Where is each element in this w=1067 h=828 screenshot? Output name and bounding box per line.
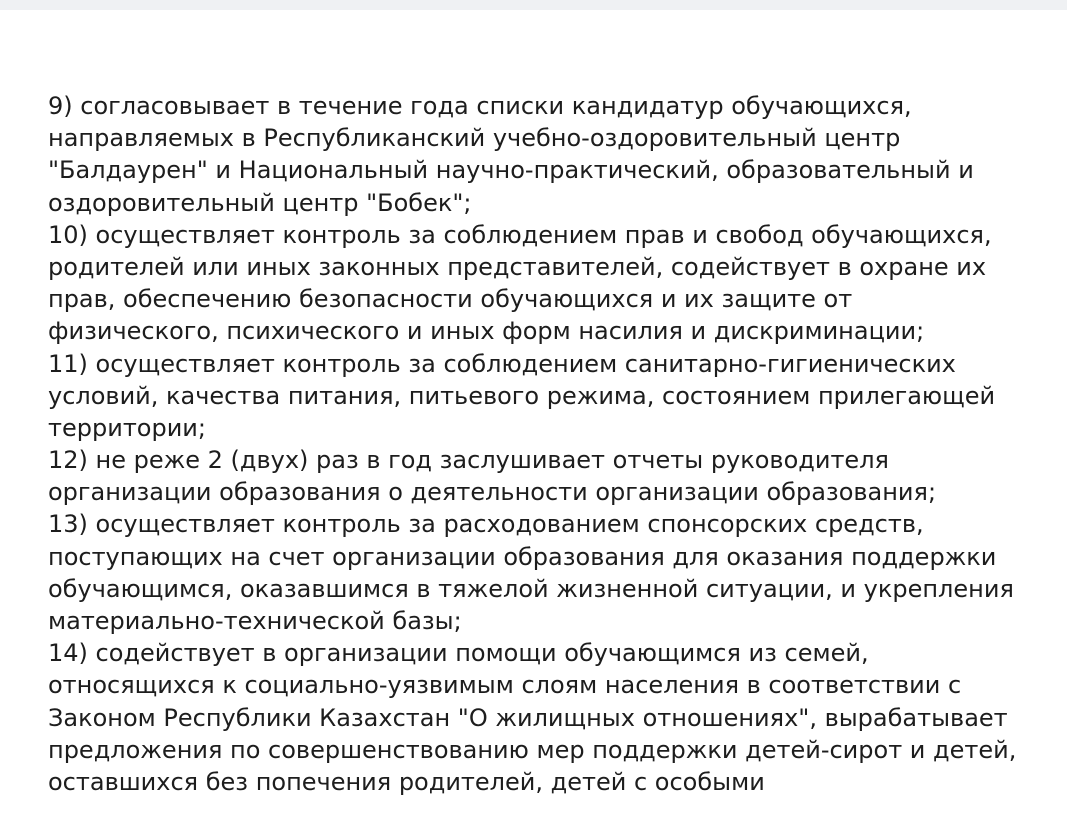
top-band	[0, 0, 1067, 10]
text-line: родителей или иных законных представителей, содействует в охране их	[48, 252, 987, 281]
paragraph-item-9	[48, 90, 1048, 219]
paragraph-item-11	[48, 348, 1048, 445]
text-line: организации образования о деятельности организации образования;	[48, 478, 937, 507]
text-line: физического, психического и иных форм насилия и дискриминации;	[48, 317, 925, 346]
text-line: направляемых в Республиканский учебно-оздоровительный центр	[48, 124, 901, 153]
text-line: 10) осуществляет контроль за соблюдением прав и свобод обучающихся,	[48, 220, 992, 249]
text-line: территории;	[48, 413, 206, 442]
paragraph-item-10	[48, 219, 1048, 348]
text-line: 14) содействует в организации помощи обучающимся из семей,	[48, 639, 869, 668]
text-line: 13) осуществляет контроль за расходованием спонсорских средств,	[48, 510, 924, 539]
text-line: предложения по совершенствованию мер поддержки детей-сирот и детей,	[48, 735, 1017, 764]
text-line: 12) не реже 2 (двух) раз в год заслушивает отчеты руководителя	[48, 446, 889, 475]
text-line: Законом Республики Казахстан "О жилищных отношениях", вырабатывает	[48, 703, 1008, 732]
text-line: обучающимся, оказавшимся в тяжелой жизненной ситуации, и укрепления	[48, 574, 1014, 603]
document-page	[0, 10, 1067, 828]
text-line: 11) осуществляет контроль за соблюдением санитарно-гигиенических	[48, 349, 956, 378]
text-line: оздоровительный центр "Бобек";	[48, 188, 472, 217]
text-line: прав, обеспечению безопасности обучающихся и их защите от	[48, 285, 853, 314]
text-line: материально-технической базы;	[48, 607, 462, 635]
paragraph-item-14	[48, 637, 1048, 798]
document-text	[48, 90, 1048, 798]
text-line: относящихся к социально-уязвимым слоям населения в соответствии с	[48, 671, 962, 700]
text-line: "Балдаурен" и Национальный научно-практический, образовательный и	[48, 156, 974, 185]
text-line: оставшихся без попечения родителей, детей с особыми	[48, 767, 765, 796]
paragraph-item-12	[48, 444, 1048, 508]
text-line: 9) согласовывает в течение года списки кандидатур обучающихся,	[48, 92, 912, 120]
text-line: поступающих на счет организации образования для оказания поддержки	[48, 542, 997, 571]
text-line: условий, качества питания, питьевого режима, состоянием прилегающей	[48, 381, 996, 410]
paragraph-item-13	[48, 508, 1048, 637]
